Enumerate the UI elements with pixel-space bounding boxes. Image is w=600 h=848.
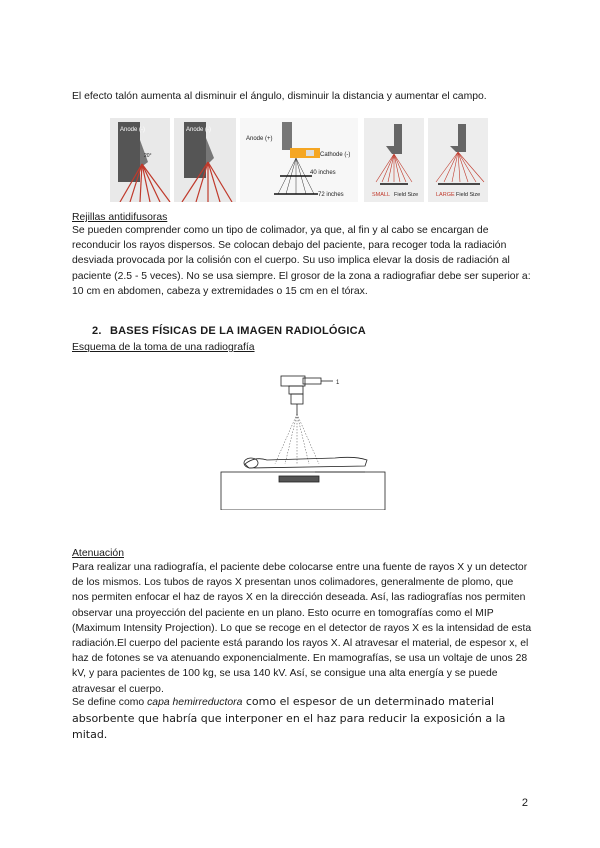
heel-effect-figure: [110, 118, 488, 202]
definition-prefix: Se define como: [72, 697, 148, 708]
rejillas-body: Se pueden comprender como un tipo de colimador, ya que, al fin y al cabo se encargan de reconducir los rayos dispersos. Se colocan debajo del paciente, para recoger toda la radiación desviada provocada por la colisión con el cuerpo. Su uso implica elevar la dosis de radiación al paciente (2.5 - 5 veces). No se usa siempre. El grosor de la zona a radiografiar debe ser superior a: 10 cm en abdomen, cabeza y extremidades o 15 cm en el tórax.: [72, 225, 531, 297]
definition-term: capa hemirreductora: [147, 697, 243, 708]
small-field-label: Field Size: [394, 192, 419, 198]
anode-label-1: Anode (-): [120, 127, 146, 133]
heading-text: BASES FÍSICAS DE LA IMAGEN RADIOLÓGICA: [110, 325, 366, 337]
small-field-prefix: SMALL: [372, 192, 391, 198]
anode-label-3: Anode (+): [246, 136, 273, 142]
intro-text: El efecto talón aumenta al disminuir el ángulo, disminuir la distancia y aumentar el campo.: [72, 91, 487, 102]
definition-rest: como el espesor de un determinado material absorbente que habría que interponer en el haz para reducir la exposición a la mitad.: [72, 695, 506, 742]
angle-label: 20°: [144, 153, 152, 159]
heel-panel-4: [364, 118, 424, 202]
large-field-label: Field Size: [456, 192, 481, 198]
heel-panel-5: [428, 118, 488, 202]
radiography-scheme-figure: [215, 372, 387, 510]
heading-number: 2.: [92, 325, 102, 337]
scheme-title: Esquema de la toma de una radiografía: [72, 342, 255, 353]
large-field-prefix: LARGE: [436, 192, 455, 198]
page-number: 2: [521, 797, 528, 809]
atenuacion-body: Para realizar una radiografía, el paciente debe colocarse entre una fuente de rayos X y un detector de los mismos. Los tubos de rayos X presentan unos colimadores, generalmente de plomo, que nos permiten enfocar el haz de rayos X en la dirección deseada. Así, las radiografías nos permiten observar una proyección del paciente en un plano. Esto ocurre en tomografías como el MIP (Maximum Intensity Projection). Lo que se recoge en el detector de rayos X es la intensidad de esta radiación.El cuerpo del paciente está parando los rayos X. Al atravesar el material, de espesor x, el haz de fotones se va atenuando exponencialmente. En mamografías, se usa un voltaje de unos 28 kV, y para pacientes de 100 kg, se usa 140 kV. Así, se consigue una alta energía y se puede atravesar el cuerpo.: [72, 562, 532, 695]
distance-72-label: 72 inches: [318, 192, 344, 198]
atenuacion-title: Atenuación: [72, 548, 124, 559]
section-heading-2: [92, 325, 366, 337]
cathode-label: Cathode (-): [320, 152, 351, 158]
anode-label-2: Anode (-): [186, 127, 212, 133]
distance-40-label: 40 inches: [310, 170, 336, 176]
capa-hemirreductora-definition: [72, 694, 532, 744]
rejillas-title: Rejillas antidifusoras: [72, 212, 168, 223]
heel-panel-3: [240, 118, 358, 202]
heel-panel-1: [110, 118, 170, 202]
heel-panel-2: [174, 118, 236, 202]
scheme-label-1: 1: [336, 380, 340, 386]
